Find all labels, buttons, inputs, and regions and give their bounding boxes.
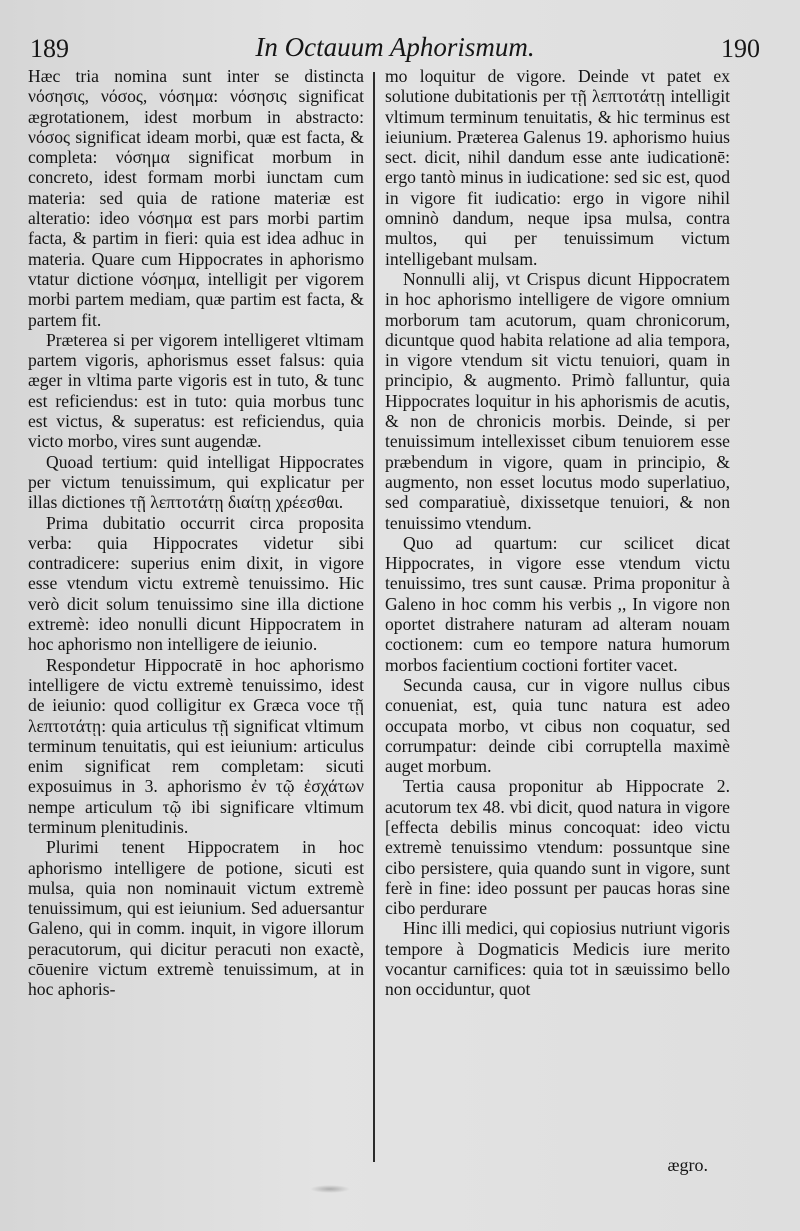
paragraph: mo loquitur de vigore. Deinde vt patet ex solutione dubitationis per τῇ λεπτοτάτῃ intelligit vltimum terminum tenuitatis, & hic terminus est ieiunium. Præterea Galenus 19. aphorismo huius sect. dicit, nihil dandum esse ante iudicationē: ergo tantò minus in iudicatione: sed sic est, quod in vigore fit iudicatio: ergo in vigore nihil omninò dandum, neque ipsa mulsa, contra multos, qui per tenuissimum victum intelligebant mulsam. — [385, 66, 730, 269]
paragraph: Nonnulli alij, vt Crispus dicunt Hippocratem in hoc aphorismo intelligere de vigore omnium morborum tam acutorum, quam chronicorum, dicuntque quod habita relatione ad alia tempora, in vigore vtendum sit victu tenuiori, quam in principio, & augmento. Primò falluntur, quia Hippocrates loquitur in his aphorismis de acutis, & non de chronicis morbis. Deinde, si per tenuissimum intellexisset cibum tenuiorem esse præbendum in vigore, quam in principio, & augmento, non esset locutus modo superlatiuo, sed comparatiuè, dixissetque tenuiori, & non tenuissimo vtendum. — [385, 268, 730, 533]
page-number-right: 190 — [721, 34, 760, 63]
paragraph: Prima dubitatio occurrit circa proposita verba: quia Hippocrates videtur sibi contradicere: superius enim dixit, in vigore esse vtendum victu extremè tenuissimo. Hic verò dicit solum tenuissimo sine illa dictione extremè: ideo nonulli dicunt Hippocratem in hoc aphorismo non intelligere de ieiunio. — [28, 512, 364, 655]
page-header — [30, 28, 760, 68]
paragraph: Quoad tertium: quid intelligat Hippocrates per victum tenuissimum, qui explicatur per illas dictiones τῇ λεπτοτάτῃ διαίτῃ χρέεσθαι. — [28, 451, 364, 513]
running-title: In Octauum Aphorismum. — [255, 32, 535, 62]
paragraph: Quo ad quartum: cur scilicet dicat Hippocrates, in vigore esse vtendum victu tenuissimo, tres sunt causæ. Prima proponitur à Galeno in hoc comm his verbis ,, In vigore non oportet distrahere naturam ad alteram nouam coctionem: cum eo tempore natura humorum morbos facientium coctioni fortiter vacet. — [385, 532, 730, 675]
paragraph: Respondetur Hippocratē in hoc aphorismo intelligere de victu extremè tenuissimo, idest de ieiunio: quod colligitur ex Græca voce τῇ λεπτοτάτῃ: quia articulus τῇ significat vltimum terminum tenuitatis, qui est ieiunium: articulus enim significat rem completam: sicuti exposuimus in 3. aphorismo ἐν τῷ ἐσχάτων nempe articulum τῷ ibi significare vltimum terminum plenitudinis. — [28, 654, 364, 837]
right-column — [385, 66, 730, 1000]
ink-smudge — [310, 1185, 350, 1193]
left-column — [28, 66, 364, 1000]
paragraph: Tertia causa proponitur ab Hippocrate 2. acutorum tex 48. vbi dicit, quod natura in vigore [effecta debilis minus concoquat: ideo victu extremè tenuissimo vtendum: possuntque sine cibo persistere, quia quando sunt in vigore, sunt ferè in fine: ideo possunt per paucas horas sine cibo perdurare — [385, 776, 730, 919]
page-number-left: 189 — [30, 34, 69, 63]
catchword: ægro. — [667, 1155, 708, 1175]
paragraph: Hinc illi medici, qui copiosius nutriunt vigoris tempore à Dogmaticis Medicis iure merito vocantur carnifices: quia tot in sæuissimo bello non occiduntur, quot — [385, 918, 730, 1000]
column-rule — [373, 72, 375, 1162]
paragraph: Secunda causa, cur in vigore nullus cibus conueniat, est, quia tunc natura est adeo occupata morbo, vt cibus non coquatur, sed corrumpatur: deinde cibi corruptella maximè auget morbum. — [385, 674, 730, 777]
paragraph: Præterea si per vigorem intelligeret vltimam partem vigoris, aphorismus esset falsus: quia æger in vltima parte vigoris est in tuto, & tunc est reficiendus: est in tuto: quia morbus tunc est victus, & superatus: est reficiendus, quia victo morbo, vires sunt augendæ. — [28, 329, 364, 452]
paragraph: Hæc tria nomina sunt inter se distincta νόσησις, νόσος, νόσημα: νόσησις significat ægrotationem, idest morbum in abstracto: νόσος significat ideam morbi, quæ est facta, & completa: νόσημα significat morbum in concreto, idest formam morbi iunctam cum materia: sed quia de ratione materiæ est alteratio: ideo νόσημα est pars morbi partim facta, & partim in fieri: quia est idea adhuc in materia. Quare cum Hippocrates in aphorismo vtatur dictione νόσημα, intelligit per vigorem morbi partem mediam, quæ partim est facta, & partem fit. — [28, 66, 364, 330]
paragraph: Plurimi tenent Hippocratem in hoc aphorismo intelligere de potione, sicuti est mulsa, quia non nominauit victum extremè tenuissimum, qui est ieiunium. Sed aduersantur Galeno, qui in comm. inquit, in vigore illorum peracutorum, qui dicitur peracuti non exactè, cōuenire victum extremè tenuissimum, at in hoc aphoris- — [28, 837, 364, 1000]
